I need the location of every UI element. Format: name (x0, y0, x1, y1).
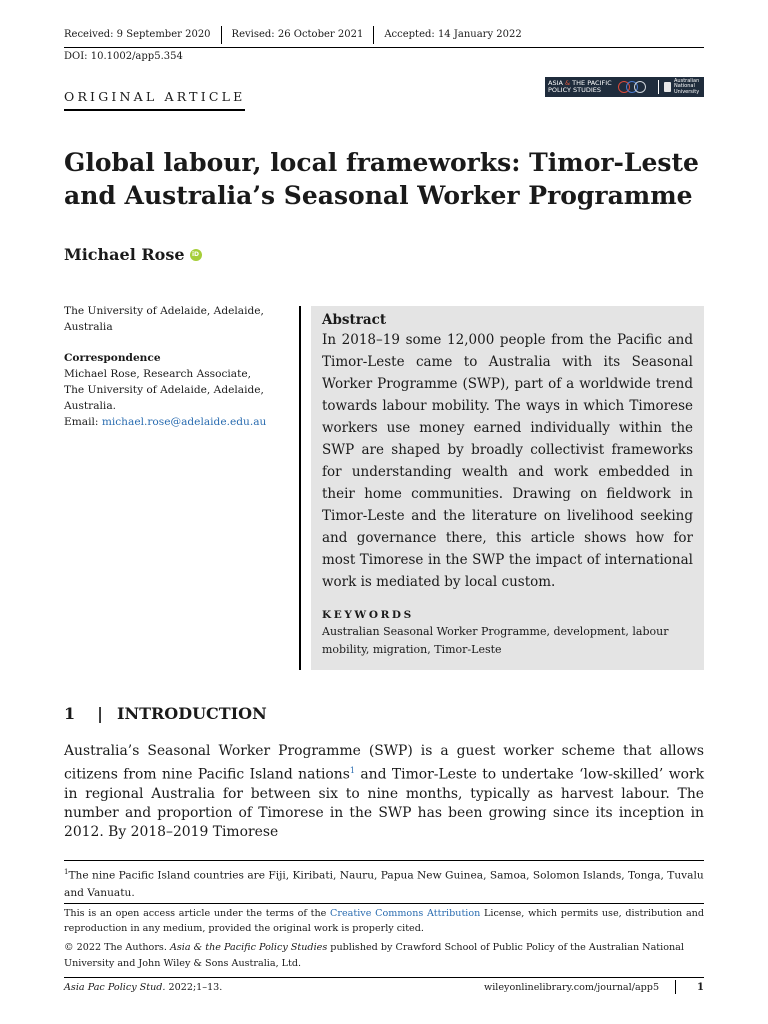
keywords-heading: KEYWORDS (322, 609, 414, 621)
open-access-rule (64, 903, 704, 904)
abstract-box (311, 306, 704, 670)
anu-crest-icon (664, 82, 671, 92)
section-heading: 1 | INTRODUCTION (64, 704, 267, 723)
correspondence: Correspondence Michael Rose, Research Associate, The University of Adelaide, Adelaide, Australia. Email: michael.rose@adelaide.edu.au (64, 350, 284, 430)
email-link[interactable]: michael.rose@adelaide.edu.au (101, 416, 267, 428)
orcid-icon[interactable]: iD (190, 249, 202, 261)
cc-license-link[interactable]: Creative Commons Attribution (330, 908, 481, 919)
journal-logo (545, 77, 704, 97)
footnote: $^1$The nine Pacific Island countries are Fiji, Kiribati, Nauru, Papua New Guinea, Samoa, Solomon Islands, Tonga, Tuvalu and Vanuatu. (64, 868, 704, 899)
article-type-label: ORIGINAL ARTICLE (64, 89, 245, 111)
section-number: 1 (64, 704, 76, 723)
author-name: Michael Rose iD (64, 245, 202, 264)
footnote-ref-link[interactable]: 1 (349, 766, 355, 775)
affiliation: The University of Adelaide, Adelaide, Australia (64, 305, 264, 333)
journal-rings-icon (618, 80, 648, 94)
section-title: INTRODUCTION (116, 704, 267, 723)
footer-rule (64, 977, 704, 978)
body-paragraph: Australia’s Seasonal Worker Programme (SWP) is a guest worker scheme that allows citizens from nine Pacific Island nations$^1$ and Timor-Leste to undertake ‘low-skilled’ work in regional Australia for between six to nine months, typically as harvest labour. The number and proportion of Timorese in the SWP has been growing since its inception in 2012. By 2018–2019 Timorese (64, 743, 705, 840)
page-number: 1 (697, 982, 704, 993)
abstract-heading: Abstract (322, 312, 387, 328)
footer-url[interactable]: wileyonlinelibrary.com/journal/app5 (484, 982, 660, 993)
abstract-text: In 2018–19 some 12,000 people from the Pacific and Timor-Leste came to Australia with its Seasonal Worker Programme (SWP), part of a worldwide trend towards labour mobility. The ways in which Timorese workers use money earned individually within the SWP are shaped by broadly collectivist frameworks for understanding wealth and work embedded in their home communities. Drawing on fieldwork in Timor-Leste and the literature on livelihood seeking and governance there, this article shows how for most Timorese in the SWP the impact of international work is mediated by local custom. (322, 332, 693, 590)
footnote-rule (64, 860, 704, 861)
revised-date: Revised: 26 October 2021 (231, 29, 364, 40)
copyright-notice: © 2022 The Authors. Asia & the Pacific Policy Studies published by Crawford School of Public Policy of the Australian National University and John Wiley & Sons Australia, Ltd. (64, 942, 684, 969)
received-dates-bar (64, 26, 704, 48)
correspondence-heading: Correspondence (64, 352, 161, 364)
date-divider (373, 26, 374, 44)
date-divider (221, 26, 222, 44)
article-title: Global labour, local frameworks: Timor-Leste and Australia’s Seasonal Worker Programme (64, 148, 699, 210)
keywords-list: Australian Seasonal Worker Programme, development, labour mobility, migration, Timor-Leste (322, 625, 669, 656)
footer-citation: Asia Pac Policy Stud. 2022;1–13. (64, 982, 223, 993)
footer-divider (675, 980, 676, 994)
doi[interactable]: DOI: 10.1002/app5.354 (64, 51, 183, 62)
received-date: Received: 9 September 2020 (64, 29, 211, 40)
abstract-rule (299, 306, 301, 670)
anu-logo-text: Australian National University (674, 77, 700, 95)
open-access-notice: This is an open access article under the terms of the Creative Commons Attribution License, which permits use, distribution and reproduction in any medium, provided the original work is properly cited. (64, 908, 704, 934)
accepted-date: Accepted: 14 January 2022 (384, 29, 522, 40)
journal-logo-text: ASIA & THE PACIFIC POLICY STUDIES (548, 79, 612, 94)
